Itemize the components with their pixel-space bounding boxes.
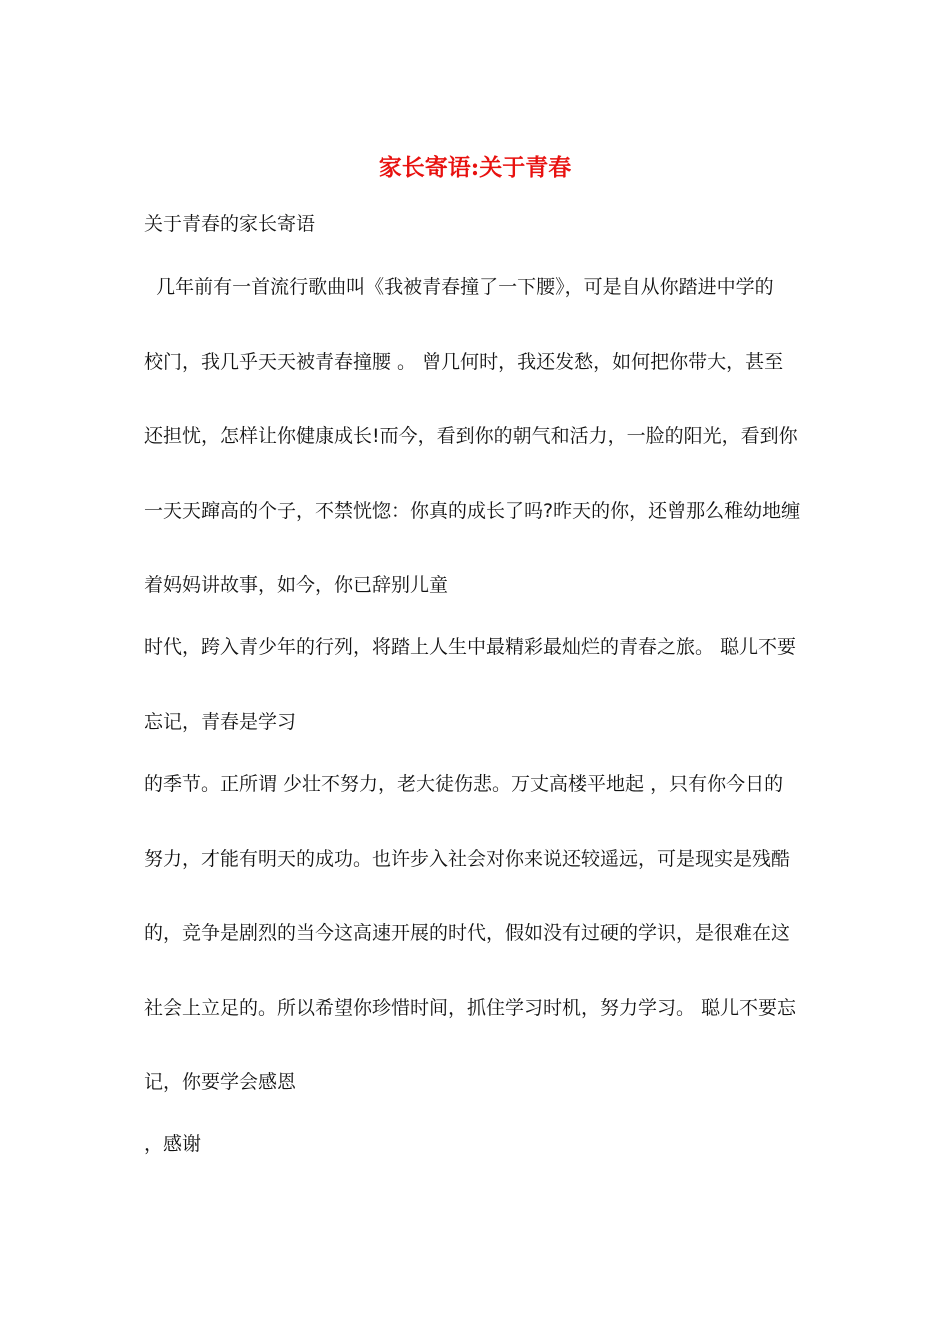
body-line-12: 记，你要学会感恩 <box>144 1071 297 1093</box>
body-line-8: 的季节。正所谓 少壮不努力，老大徒伤悲。万丈高楼平地起 ，只有你今日的 <box>144 773 784 795</box>
body-line-3: 还担忧，怎样让你健康成长!而今，看到你的朝气和活力，一脸的阳光，看到你 <box>144 425 798 447</box>
body-line-2: 校门，我几乎天天被青春撞腰 。 曾几何时，我还发愁，如何把你带大，甚至 <box>144 351 784 373</box>
body-line-11: 社会上立足的。所以希望你珍惜时间，抓住学习时机，努力学习。 聪儿不要忘 <box>144 997 797 1019</box>
body-line-5: 着妈妈讲故事，如今，你已辞别儿童 <box>144 574 449 596</box>
body-line-7: 忘记，青春是学习 <box>144 711 297 733</box>
page-title: 家长寄语:关于青春 <box>378 154 572 181</box>
body-line-1: 几年前有一首流行歌曲叫《我被青春撞了一下腰》，可是自从你踏进中学的 <box>144 276 774 298</box>
body-line-6: 时代，跨入青少年的行列，将踏上人生中最精彩最灿烂的青春之旅。 聪儿不要 <box>144 636 797 658</box>
body-line-9: 努力，才能有明天的成功。也许步入社会对你来说还较遥远，可是现实是残酷 <box>144 848 791 870</box>
document-subtitle: 关于青春的家长寄语 <box>144 213 316 235</box>
body-line-10: 的，竞争是剧烈的当今这高速开展的时代，假如没有过硬的学识，是很难在这 <box>144 922 791 944</box>
body-line-4: 一天天蹿高的个子，不禁恍惚：你真的成长了吗?昨天的你，还曾那么稚幼地缠 <box>144 500 801 522</box>
body-line-13: ，感谢 <box>144 1133 202 1155</box>
